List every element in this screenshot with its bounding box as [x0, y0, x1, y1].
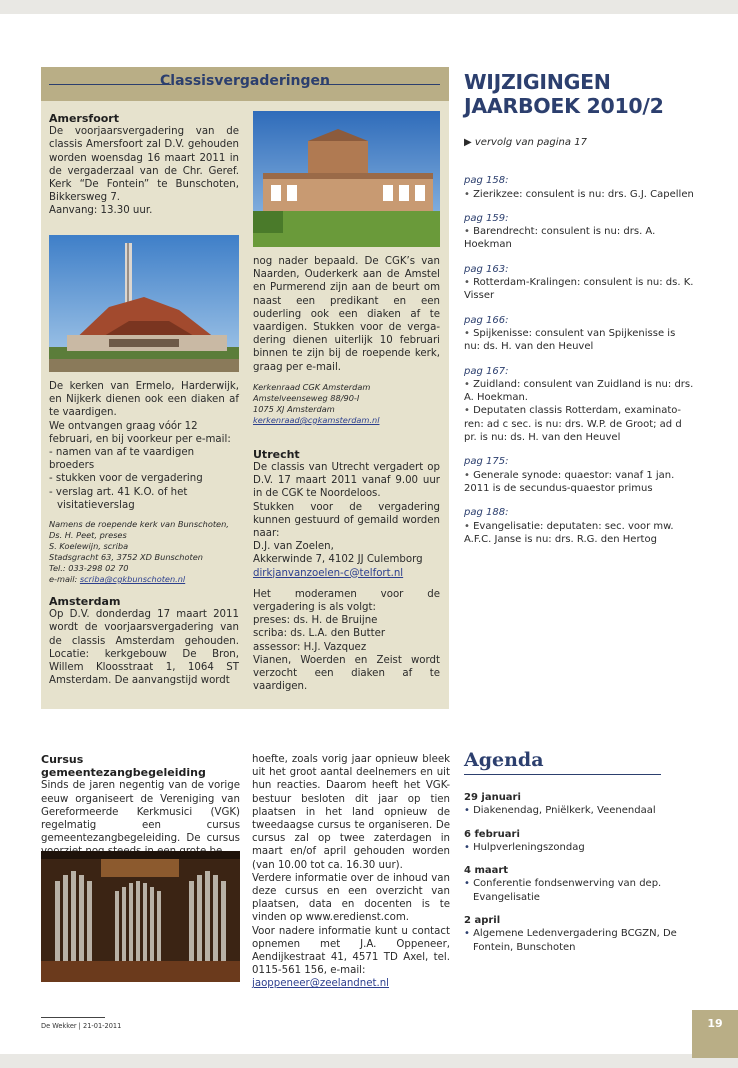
- church-photo-bunschoten: [49, 235, 239, 372]
- wijz-item: • Spijkenisse: consulent van Spijkenisse is nu: ds. H. van den Heuvel: [464, 327, 694, 354]
- wijz-item: • Zierikzee: consulent is nu: drs. G.J. Capellen: [464, 188, 694, 201]
- classis-box: [41, 67, 449, 709]
- wijz-item: • Generale synode: quaestor: vanaf 1 jan. 2011 is de secundus-quaestor primus: [464, 469, 694, 496]
- agenda-item: • Hulpverleningszondag: [464, 841, 694, 854]
- amersfoort-email-link[interactable]: scriba@cgkbunschoten.nl: [79, 574, 186, 585]
- utrecht-email-link[interactable]: dirkjanvanzoelen-c@telfort.nl: [253, 567, 404, 579]
- cursus-continued: [252, 753, 450, 991]
- agenda-date: 29 januari: [464, 792, 521, 803]
- amsterdam-contact-3: 1075 XJ Amsterdam: [253, 403, 335, 414]
- pagref-163: pag 163:: [464, 263, 509, 275]
- agenda-date: 2 april: [464, 915, 501, 927]
- play-arrow-icon: ▶: [464, 137, 475, 148]
- footer-text: De Wekker | 21-01-2011: [41, 1022, 122, 1030]
- amersfoort-section: [49, 112, 239, 218]
- pagref-175: pag 175:: [464, 456, 509, 468]
- wijz-item: • Zuidland: consulent van Zuidland is nu: drs. A. Hoekman.: [464, 378, 694, 405]
- utrecht-mod-2: scriba: ds. L.A. den Butter: [253, 628, 386, 640]
- cursus-text-4: Voor nadere informatie kunt u contact opnemen met J.A. Oppeneer, Aendijkestraat 41, 4571 TD Axel, tel. 0115-561 156, e-mail:: [252, 925, 450, 977]
- wijzigingen-title: [464, 70, 704, 118]
- amsterdam-text-1: Op D.V. donderdag 17 maart 2011 wordt de voorjaarsvergadering van de classis Amsterdam gehouden. Locatie: kerkgebouw De Bron, Willem Kloosstraat 1, 1064 ST Amsterdam. De aanvangstijd wordt: [49, 609, 239, 687]
- amersfoort-contact-3: S. Koelewijn, scriba: [49, 541, 129, 552]
- amersfoort-list-1: - namen van af te vaardigen broeders: [49, 447, 195, 472]
- amsterdam-heading: Amsterdam: [49, 595, 121, 609]
- amersfoort-email-label: e-mail:: [49, 574, 80, 585]
- cursus-text-2: hoefte, zoals vorig jaar opnieuw bleek uit het groot aantal deelnemers en uit hun reacties. Daarom heeft het VGK-bestuur besloten dit jaar op tien plaatsen in het land opnieuw de tweedaagse cursus te organiseren. De cursus zal op twee zaterdagen in maart en/of april gehouden worden (van 10.00 tot ca. 16.30 uur).: [252, 754, 450, 871]
- wijz-item: • Deputaten classis Rotterdam, examinatoren: ad c sec. is nu: drs. W.P. de Groot; ad d pr. is nu: ds. H. van den Heuvel: [464, 404, 694, 444]
- vervolg-text: vervolg van pagina 17: [474, 137, 587, 148]
- cursus-heading: Cursus gemeentezangbegeleiding: [41, 753, 206, 780]
- footer-rule: [41, 1017, 105, 1018]
- utrecht-closing: Vianen, Woerden en Zeist wordt verzocht een diaken af te vaardigen.: [253, 654, 440, 693]
- wijz-item: • Barendrecht: consulent is nu: drs. A. Hoekman: [464, 225, 694, 252]
- church-photo-amsterdam: [253, 111, 440, 247]
- organ-photo: [41, 851, 240, 982]
- utrecht-addr-2: Akkerwinde 7, 4102 JJ Culemborg: [253, 554, 423, 566]
- amersfoort-heading: Amersfoort: [49, 112, 119, 125]
- wijzigingen-list: [464, 136, 694, 546]
- amersfoort-contact-2: Ds. H. Peet, preses: [49, 530, 127, 541]
- cursus-email-link[interactable]: jaoppeneer@zeelandnet.nl: [252, 978, 389, 990]
- amsterdam-email-link[interactable]: kerkenraad@cgkamsterdam.nl: [253, 414, 380, 425]
- wijzigingen-title-line1: WIJZIGINGEN: [464, 70, 611, 94]
- pagref-188: pag 188:: [464, 507, 509, 519]
- pagref-159: pag 159:: [464, 212, 509, 224]
- amersfoort-ontvangen: We ontvangen graag vóór 12 februari, en bij voorkeur per e-mail:: [49, 420, 231, 445]
- agenda-item: • Algemene Ledenvergadering BCGZN, De Fontein, Bunschoten: [464, 927, 694, 954]
- utrecht-moderamen: Het moderamen voor de vergadering is als volgt:: [253, 588, 440, 614]
- utrecht-addr-1: D.J. van Zoelen,: [253, 541, 334, 553]
- utrecht-mod-3: assessor: H.J. Vazquez: [253, 641, 367, 653]
- agenda-list: [464, 791, 694, 954]
- utrecht-heading: Utrecht: [253, 447, 300, 461]
- agenda-title: Agenda: [464, 749, 544, 771]
- amsterdam-text-2: nog nader bepaald. De CGK’s van Naarden, Ouderkerk aan de Amstel en Purmerend zijn aan de beurt om naast een predikant en een ouderling ook een diaken af te vaardigen. Stukken voor de vergadering dienen uiterlijk 10 februari binnen te zijn bij de roepende kerk, graag per e-mail.: [253, 256, 440, 373]
- cursus-text-1: Sinds de jaren negentig van de vorige eeuw organiseert de Vereniging van Gereformeerde Kerkmusici (VGK) regelmatig een cursus gemeentezangbegeleiding. De cursus: [41, 780, 240, 845]
- amersfoort-continued: [49, 380, 239, 687]
- amersfoort-contact-4: Stadsgracht 63, 3752 XD Bunschoten: [49, 552, 203, 563]
- agenda-date: 6 februari: [464, 828, 520, 840]
- wijz-item: • Evangelisatie: deputaten: sec. voor mw. A.F.C. Janse is nu: drs. R.G. den Hertog: [464, 520, 694, 547]
- agenda-item: • Conferentie fondsenwerving van dep. Evangelisatie: [464, 877, 694, 904]
- wijzigingen-title-line2: JAARBOEK 2010/2: [464, 94, 664, 118]
- agenda-item: • Diakenendag, Pniëlkerk, Veenendaal: [464, 804, 694, 817]
- utrecht-text-2: Stukken voor de vergadering kunnen gestuurd of gemaild worden naar:: [253, 501, 440, 540]
- amersfoort-list-2: - stukken voor de vergadering: [49, 473, 203, 485]
- pagref-167: pag 167:: [464, 365, 509, 377]
- amersfoort-aanvang: Aanvang: 13.30 uur.: [49, 205, 153, 217]
- amersfoort-intro: De voorjaarsvergadering van de classis Amersfoort zal D.V. gehouden worden woensdag 16 maart 2011 in de vergaderzaal van de Chr. Geref. Kerk “De Fontein” te Bunschoten, Bikkersweg 7.: [49, 126, 239, 204]
- page-number: 19: [692, 1010, 738, 1058]
- classis-title: Classisvergaderingen: [160, 73, 330, 89]
- amsterdam-continued: [253, 255, 440, 693]
- pagref-166: pag 166:: [464, 314, 509, 326]
- amersfoort-contact-1: Namens de roepende kerk van Bunschoten,: [49, 519, 229, 530]
- agenda-date: 4 maart: [464, 865, 509, 877]
- cursus-section: [41, 753, 240, 859]
- agenda-rule: [464, 774, 661, 775]
- classis-header: [41, 67, 449, 101]
- amersfoort-contact-5: Tel.: 033-298 02 70: [49, 563, 129, 574]
- utrecht-mod-1: preses: ds. H. de Bruijne: [253, 615, 378, 627]
- amersfoort-kerken: De kerken van Ermelo, Harderwijk, en Nijkerk dienen ook een diaken af te vaardigen.: [49, 381, 239, 419]
- amsterdam-contact-1: Kerkenraad CGK Amsterdam: [253, 381, 371, 392]
- amersfoort-list-3: - verslag art. 41 K.O. of het visitatieverslag: [49, 486, 188, 511]
- utrecht-text-1: De classis van Utrecht vergadert op D.V. 17 maart 2011 vanaf 9.00 uur in de CGK te Noordeloos.: [253, 462, 440, 500]
- amsterdam-contact-2: Amstelveenseweg 88/90-I: [253, 392, 360, 403]
- wijz-item: • Rotterdam-Kralingen: consulent is nu: ds. K. Visser: [464, 276, 694, 303]
- pagref-158: pag 158:: [464, 175, 509, 187]
- cursus-text-3: Verdere informatie over de inhoud van deze cursus en een overzicht van plaatsen, data en docenten is te vinden op www.eredienst.com.: [252, 872, 450, 924]
